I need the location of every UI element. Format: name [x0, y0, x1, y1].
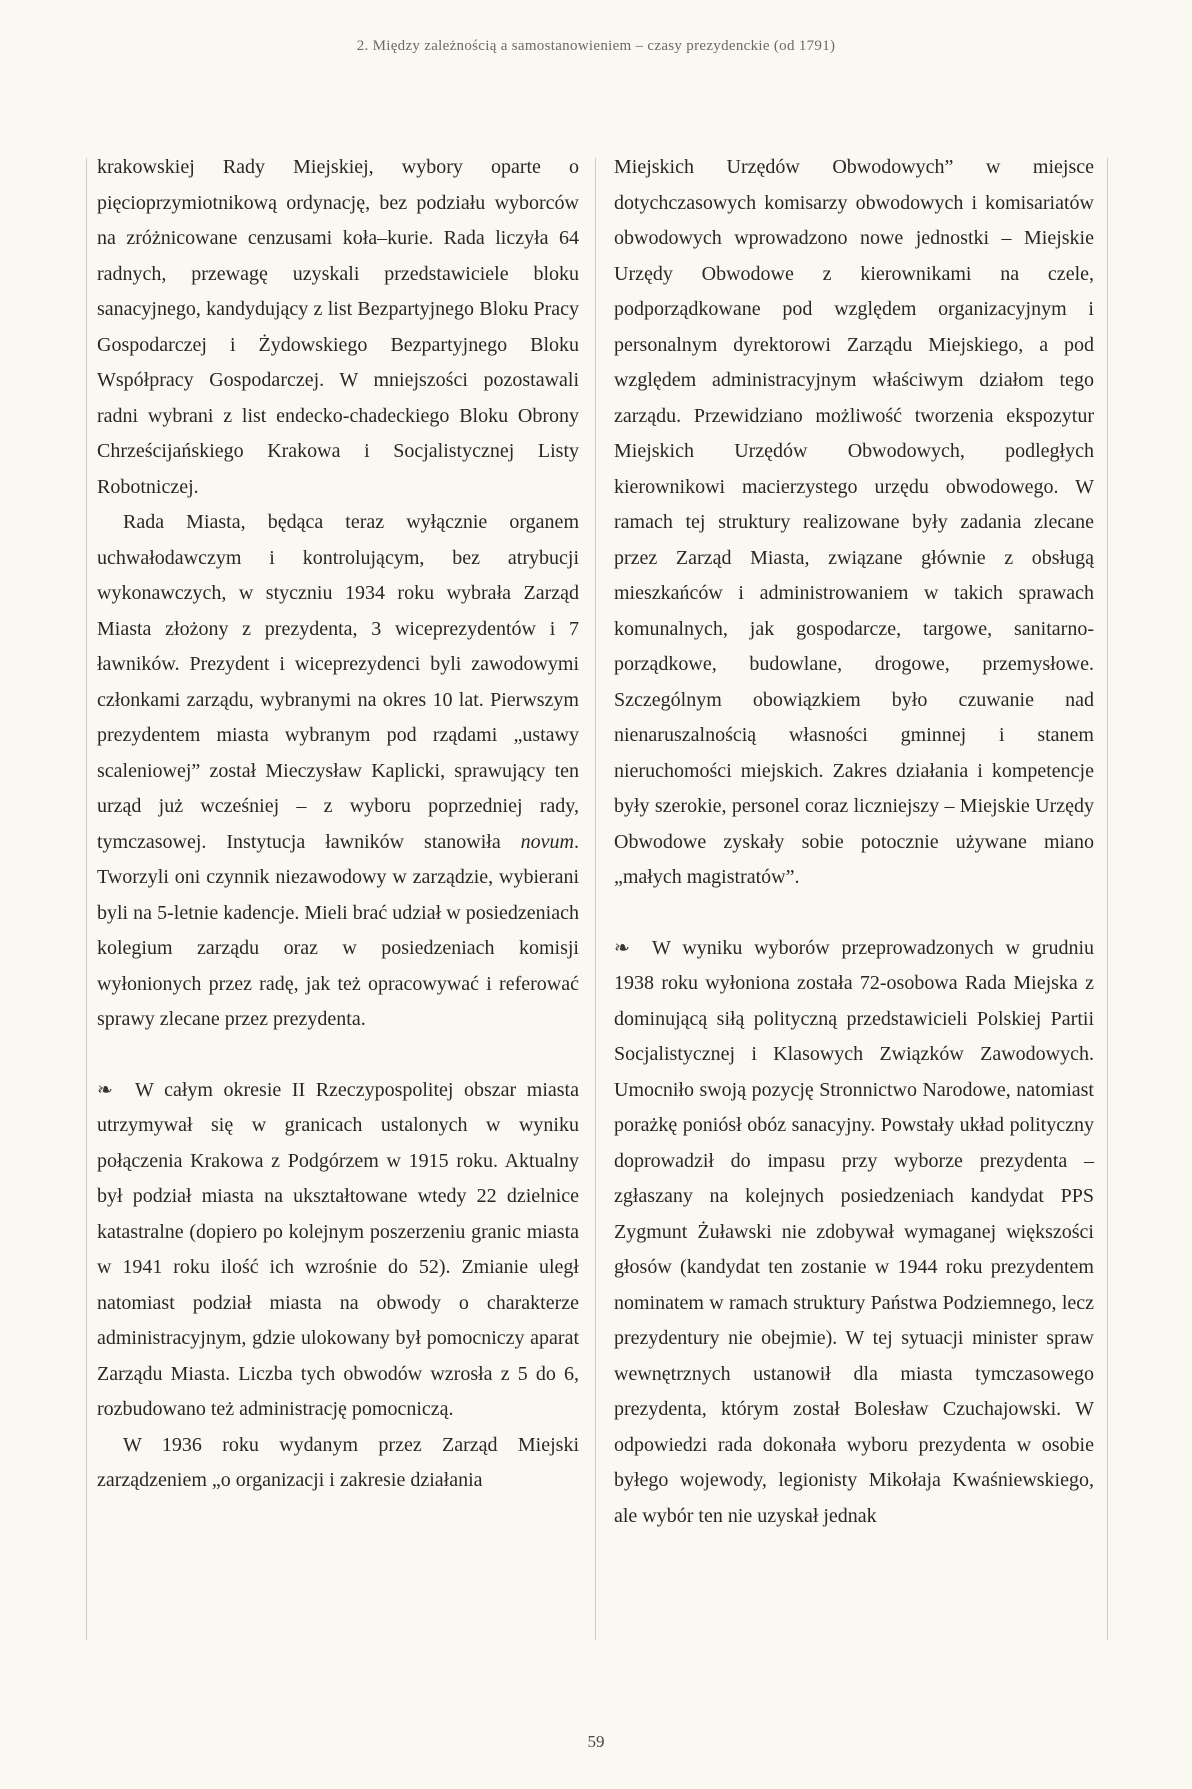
paragraph-1938-elections: [614, 931, 1094, 1535]
paragraph-rada-composition: krakowskiej Rady Miejskiej, wybory oparte o pięcioprzymiotnikową ordynację, bez podziału wyborców na zróżnicowane cenzusami koła–kurie. Rada liczyła 64 radnych, przewagę uzyskali przedstawiciele bloku sanacyjnego, kandydujący z list Bezpartyjnego Bloku Pracy Gospodarczej i Żydowskiego Bezpartyjnego Bloku Współpracy Gospodarczej. W mniejszości pozostawali radni wybrani z list endecko-chadeckiego Bloku Obrony Chrześcijańskiego Krakowa i Socjalistycznej Listy Robotniczej.: [97, 156, 579, 498]
column-rule-left: [86, 158, 87, 1640]
paragraph-city-area: [97, 1073, 579, 1428]
column-rule-right: [1107, 158, 1108, 1640]
paragraph-text: W całym okresie II Rzeczypospolitej obszar miasta utrzymywał się w granicach ustalonych w wyniku połączenia Krakowa z Podgórzem w 1915 roku. Aktualny był podział miasta na ukształtowane wtedy 22 dzielnice katastralne (dopiero po kolejnym poszerzeniu granic miasta w 1941 roku ilość ich wzrośnie do 52). Zmianie uległ natomiast podział miasta na obwody o charakterze administracyjnym, gdzie ulokowany był pomocniczy aparat Zarządu Miasta. Liczba tych obwodów wzrosła z 5 do 6, rozbudowano też administrację pomocniczą.: [97, 1078, 579, 1420]
paragraph-text: W wyniku wyborów przeprowadzonych w grudniu 1938 roku wyłoniona została 72-osobowa Rada Miejska z dominującą siłą polityczną przedstawicieli Polskiej Partii Socjalistycznej i Klasowych Związków Zawodowych. Umocniło swoją pozycję Stronnictwo Narodowe, natomiast porażkę poniósł obóz sanacyjny. Powstały układ polityczny doprowadził do impasu przy wyborze prezydenta – zgłaszany na kolejnych posiedzeniach kandydat PPS Zygmunt Żuławski nie zdobywał wymaganej większości głosów (kandydat ten zostanie w 1944 roku prezydentem nominatem w ramach struktury Państwa Podziemnego, lecz prezydentury nie obejmie). W tej sytuacji minister spraw wewnętrznych ustanowił dla miasta tymczasowego prezydenta, którym został Bolesław Czuchajowski. W odpowiedzi rada dokonała wyboru prezydenta w osobie byłego wojewody, legionisty Mikołaja Kwaśniewskiego, ale wybór ten nie uzyskał jednak: [614, 936, 1094, 1527]
column-rule-middle: [595, 158, 596, 1640]
running-header: 2. Między zależnością a samostanowieniem – czasy prezydenckie (od 1791): [356, 38, 836, 54]
paragraph-urzedy-obwodowe: Miejskich Urzędów Obwodowych” w miejsce dotychczasowych komisarzy obwodowych i komisariatów obwodowych wprowadzono nowe jednostki – Miejskie Urzędy Obwodowe z kierownikami na czele, podporządkowane pod względem organizacyjnym i personalnym dyrektorowi Zarządu Miejskiego, a pod względem administracyjnym właściwym działom tego zarządu. Przewidziano możliwość tworzenia ekspozytur Miejskich Urzędów Obwodowych, podległych kierownikowi macierzystego urzędu obwodowego. W ramach tej struktury realizowane były zadania zlecane przez Zarząd Miasta, związane głównie z obsługą mieszkańców i administrowaniem w takich sprawach komunalnych, jak gospodarcze, targowe, sanitarno-porządkowe, budowlane, drogowe, przemysłowe. Szczególnym obowiązkiem było czuwanie nad nienaruszalnością własności gminnej i stanem nieruchomości miejskich. Zakres działania i kompetencje były szerokie, personel coraz liczniejszy – Miejskie Urzędy Obwodowe zyskały sobie potocznie używane miano „małych magistratów”.: [614, 156, 1094, 888]
paragraph-1936-order: W 1936 roku wydanym przez Zarząd Miejski zarządzeniem „o organizacji i zakresie działania: [97, 1433, 579, 1491]
right-column: [614, 150, 1094, 1534]
fleuron-icon: ❧: [614, 937, 630, 959]
page-number: 59: [587, 1732, 605, 1751]
paragraph-zarzad-miasta: [97, 505, 579, 1038]
italic-term: novum: [520, 830, 574, 853]
paragraph-text: Rada Miasta, będąca teraz wyłącznie organem uchwałodawczym i kontrolującym, bez atrybucji wykonawczych, w styczniu 1934 roku wybrała Zarząd Miasta złożony z prezydenta, 3 wiceprezydentów i 7 ławników. Prezydent i wiceprezydenci byli zawodowymi członkami zarządu, wybranymi na okres 10 lat. Pierwszym prezydentem miasta wybranym pod rządami „ustawy scaleniowej” został Mieczysław Kaplicki, sprawujący ten urząd już wcześniej – z wyboru poprzedniej rady, tymczasowej. Instytucja ławników stanowiła: [97, 511, 579, 853]
left-column: [97, 150, 579, 1499]
paragraph-text: . Tworzyli oni czynnik niezawodowy w zarządzie, wybierani byli na 5-letnie kadencje. Mieli brać udział w posiedzeniach kolegium zarządu oraz w posiedzeniach komisji wyłonionych przez radę, jak też opracowywać i referować sprawy zlecane przez prezydenta.: [97, 830, 579, 1030]
fleuron-icon: ❧: [97, 1079, 113, 1101]
